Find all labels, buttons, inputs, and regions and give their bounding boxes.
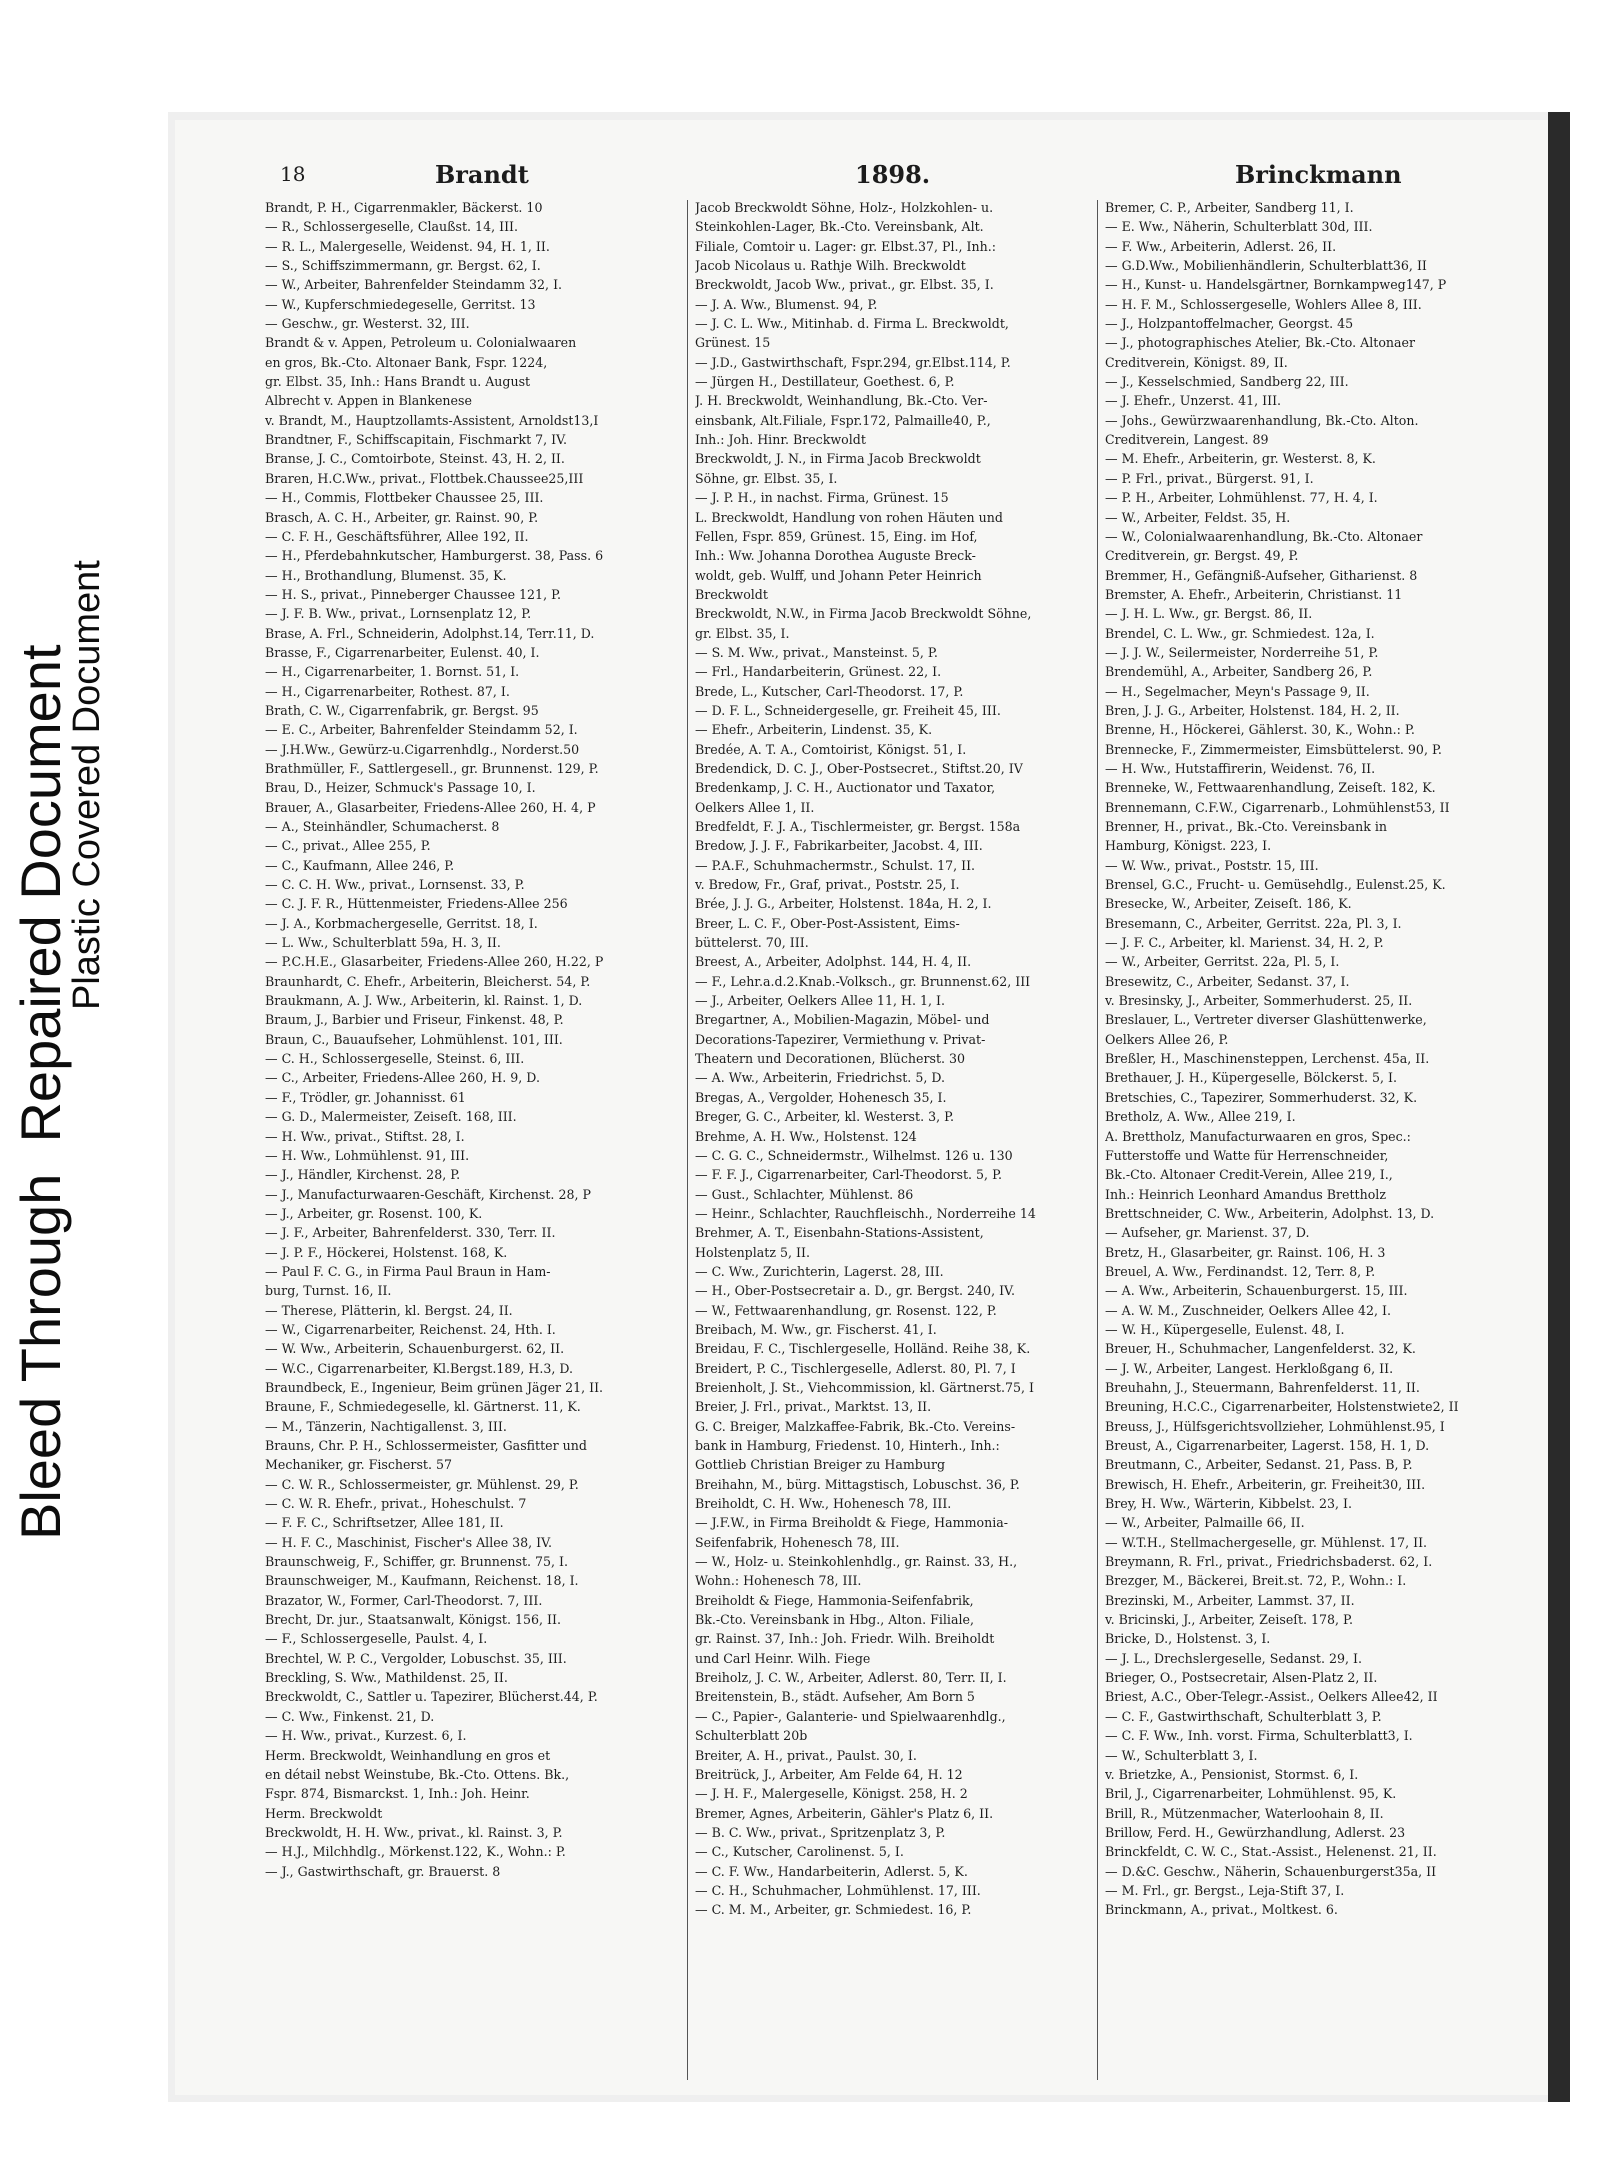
directory-line: Brath, C. W., Cigarrenfabrik, gr. Bergst. 95 bbox=[265, 702, 539, 718]
directory-line: Brinckfeldt, C. W. C., Stat.-Assist., Helenenst. 21, II. bbox=[1105, 1844, 1437, 1860]
directory-line: Brenneke, W., Fettwaarenhandlung, Zeiseſt. 182, K. bbox=[1105, 780, 1436, 796]
directory-line: — J., Arbeiter, gr. Rosenst. 100, K. bbox=[265, 1205, 483, 1221]
directory-line: — A. Ww., Arbeiterin, Schauenburgerst. 15, III. bbox=[1105, 1283, 1408, 1299]
directory-line: A. Brettholz, Manufacturwaaren en gros, Spec.: bbox=[1105, 1128, 1411, 1144]
directory-line: — W., Fettwaarenhandlung, gr. Rosenst. 122, P. bbox=[695, 1302, 997, 1318]
directory-line: — C., Kaufmann, Allee 246, P. bbox=[265, 857, 455, 873]
directory-line: Herm. Breckwoldt bbox=[265, 1805, 383, 1821]
directory-line: Braun, C., Bauaufseher, Lohmühlenst. 101, III. bbox=[265, 1031, 563, 1047]
directory-line: gr. Elbst. 35, Inh.: Hans Brandt u. August bbox=[265, 374, 531, 390]
directory-line: Bk.-Cto. Vereinsbank in Hbg., Alton. Filiale, bbox=[695, 1612, 974, 1628]
directory-line: Brezger, M., Bäckerei, Breit.st. 72, P., Wohn.: I. bbox=[1105, 1573, 1407, 1589]
page-number: 18 bbox=[280, 162, 306, 186]
directory-line: — W., Colonialwaarenhandlung, Bk.-Cto. Altonaer bbox=[1105, 528, 1423, 544]
directory-line: Creditverein, gr. Bergst. 49, P. bbox=[1105, 548, 1299, 564]
directory-line: Breckwoldt, N.W., in Firma Jacob Breckwoldt Söhne, bbox=[695, 606, 1032, 622]
directory-line: — S. M. Ww., privat., Mansteinst. 5, P. bbox=[695, 644, 938, 660]
directory-line: — P. Frl., privat., Bürgerst. 91, I. bbox=[1105, 470, 1314, 486]
directory-line: Bretz, H., Glasarbeiter, gr. Rainst. 106, H. 3 bbox=[1105, 1244, 1386, 1260]
directory-line: Brenner, H., privat., Bk.-Cto. Vereinsbank in bbox=[1105, 819, 1387, 834]
directory-line: — Heinr., Schlachter, Rauchfleischh., Norderreihe 14 bbox=[695, 1205, 1036, 1221]
column-1 bbox=[265, 198, 695, 1881]
directory-line: — E. Ww., Näherin, Schulterblatt 30d, III. bbox=[1105, 219, 1373, 235]
directory-line: — C., Arbeiter, Friedens-Allee 260, H. 9, D. bbox=[265, 1070, 540, 1086]
directory-line: Creditverein, Langest. 89 bbox=[1105, 432, 1269, 448]
directory-line: — C. C. H. Ww., privat., Lornsenst. 33, P. bbox=[265, 877, 525, 893]
directory-line: Bremmer, H., Gefängniß-Aufseher, Githarienst. 8 bbox=[1105, 567, 1418, 583]
directory-line: Breuss, J., Hülfsgerichtsvollzieher, Lohmühlenst.95, I bbox=[1105, 1418, 1445, 1434]
directory-line: — W., Holz- u. Steinkohlenhdlg., gr. Rainst. 33, H., bbox=[695, 1554, 1018, 1570]
directory-line: — C. F. H., Geschäftsführer, Allee 192, II. bbox=[265, 528, 529, 544]
directory-line: woldt, geb. Wulff, und Johann Peter Heinrich bbox=[695, 567, 982, 583]
directory-line: — W., Cigarrenarbeiter, Reichenst. 24, Hth. I. bbox=[265, 1321, 556, 1337]
directory-line: Brill, R., Mützenmacher, Waterloohain 8, II. bbox=[1105, 1805, 1384, 1821]
directory-line: Breidert, P. C., Tischlergeselle, Adlerst. 80, Pl. 7, I bbox=[695, 1360, 1016, 1376]
directory-line: en gros, Bk.-Cto. Altonaer Bank, Fspr. 1224, bbox=[265, 354, 548, 370]
directory-line: — M. Ehefr., Arbeiterin, gr. Westerst. 8, K. bbox=[1105, 451, 1376, 467]
directory-line: — W., Arbeiter, Bahrenfelder Steindamm 32, I. bbox=[265, 277, 563, 293]
directory-line: — H. Ww., Hutstaffirerin, Weidenst. 76, II. bbox=[1105, 760, 1376, 776]
directory-line: Bril, J., Cigarrenarbeiter, Lohmühlenst. 95, K. bbox=[1105, 1786, 1397, 1802]
directory-line: — J. L., Drechslergeselle, Sedanst. 29, I. bbox=[1105, 1650, 1362, 1666]
directory-line: — Jürgen H., Destillateur, Goethest. 6, P. bbox=[695, 374, 955, 390]
directory-line: — Geschw., gr. Westerst. 32, III. bbox=[265, 316, 470, 332]
directory-line: Brée, J. J. G., Arbeiter, Holstenst. 184a, H. 2, I. bbox=[695, 896, 992, 912]
directory-line: — C. Ww., Finkenst. 21, D. bbox=[265, 1708, 435, 1724]
directory-line: Brey, H. Ww., Wärterin, Kibbelst. 23, I. bbox=[1105, 1496, 1353, 1512]
directory-line: burg, Turnst. 16, II. bbox=[265, 1283, 392, 1299]
directory-line: — W., Arbeiter, Palmaille 66, II. bbox=[1105, 1515, 1305, 1531]
directory-line: — J. W., Arbeiter, Langest. Herkloßgang 6, II. bbox=[1105, 1360, 1394, 1376]
directory-line: — J. H. F., Malergeselle, Königst. 258, H. 2 bbox=[695, 1786, 968, 1802]
directory-line: Braum, J., Barbier und Friseur, Finkenst. 48, P. bbox=[265, 1012, 564, 1028]
stamp-plastic-covered: Plastic Covered Document bbox=[66, 560, 108, 1010]
directory-line: Brenne, H., Höckerei, Gählerst. 30, K., Wohn.: P. bbox=[1105, 722, 1415, 738]
directory-line: Breer, L. C. F., Ober-Post-Assistent, Eims- bbox=[695, 915, 960, 931]
directory-line: — P. H., Arbeiter, Lohmühlenst. 77, H. 4, I. bbox=[1105, 490, 1378, 506]
directory-line: — H., Kunst- u. Handelsgärtner, Bornkampweg147, P bbox=[1105, 277, 1447, 293]
directory-line: v. Bricinski, J., Arbeiter, Zeiseſt. 178, P. bbox=[1105, 1612, 1353, 1628]
directory-line: — H., Cigarrenarbeiter, 1. Bornst. 51, I. bbox=[265, 664, 520, 680]
directory-line: — J.F.W., in Firma Breiholdt & Fiege, Hammonia- bbox=[695, 1515, 1008, 1531]
directory-line: Breslauer, L., Vertreter diverser Glashüttenwerke, bbox=[1105, 1012, 1427, 1028]
directory-line: Jacob Breckwoldt Söhne, Holz-, Holzkohlen- u. bbox=[695, 200, 994, 215]
directory-line: — F., Lehr.a.d.2.Knab.-Volksch., gr. Brunnenst.62, III bbox=[695, 973, 1031, 989]
directory-line: — D.&C. Geschw., Näherin, Schauenburgerst35a, II bbox=[1105, 1863, 1437, 1879]
directory-line: — W., Arbeiter, Gerritst. 22a, Pl. 5, I. bbox=[1105, 954, 1340, 970]
directory-line: Braundbeck, E., Ingenieur, Beim grünen Jäger 21, II. bbox=[265, 1379, 604, 1395]
directory-line: — C. J. F. R., Hüttenmeister, Friedens-Allee 256 bbox=[265, 896, 568, 912]
directory-line: Oelkers Allee 26, P. bbox=[1105, 1031, 1229, 1047]
directory-line: Breibach, M. Ww., gr. Fischerst. 41, I. bbox=[695, 1321, 937, 1337]
directory-line: J. H. Breckwoldt, Weinhandlung, Bk.-Cto. Ver- bbox=[695, 393, 988, 409]
directory-line: Brede, L., Kutscher, Carl-Theodorst. 17, P. bbox=[695, 683, 964, 699]
directory-line: Seifenfabrik, Hohenesch 78, III. bbox=[695, 1534, 900, 1550]
directory-line: Braunhardt, C. Ehefr., Arbeiterin, Bleicherst. 54, P. bbox=[265, 973, 591, 989]
directory-line: Bremer, C. P., Arbeiter, Sandberg 11, I. bbox=[1105, 200, 1354, 215]
directory-line: Bredenkamp, J. C. H., Auctionator und Taxator, bbox=[695, 780, 996, 796]
directory-line: — Frl., Handarbeiterin, Grünest. 22, I. bbox=[695, 664, 942, 680]
directory-line: Brillow, Ferd. H., Gewürzhandlung, Adlerst. 23 bbox=[1105, 1824, 1406, 1840]
directory-line: — J., Gastwirthschaft, gr. Brauerst. 8 bbox=[265, 1863, 501, 1879]
directory-line: Brase, A. Frl., Schneiderin, Adolphst.14, Terr.11, D. bbox=[265, 625, 595, 641]
directory-line: Oelkers Allee 1, II. bbox=[695, 799, 815, 815]
directory-line: gr. Elbst. 35, I. bbox=[695, 625, 790, 641]
directory-line: Breiholz, J. C. W., Arbeiter, Adlerst. 80, Terr. II, I. bbox=[695, 1670, 1007, 1686]
directory-line: Breidau, F. C., Tischlergeselle, Holländ. Reihe 38, K. bbox=[695, 1341, 1031, 1357]
directory-line: und Carl Heinr. Wilh. Fiege bbox=[695, 1650, 871, 1666]
directory-line: — J. F. B. Ww., privat., Lornsenplatz 12, P. bbox=[265, 606, 532, 622]
directory-line: — Gust., Schlachter, Mühlenst. 86 bbox=[695, 1186, 914, 1202]
directory-line: Bregartner, A., Mobilien-Magazin, Möbel- und bbox=[695, 1012, 990, 1028]
directory-line: Brathmüller, F., Sattlergesell., gr. Brunnenst. 129, P. bbox=[265, 760, 599, 776]
directory-line: — J. Ehefr., Unzerst. 41, III. bbox=[1105, 393, 1282, 409]
directory-line: Brendel, C. L. Ww., gr. Schmiedest. 12a, I. bbox=[1105, 625, 1375, 641]
running-head-right: Brinckmann bbox=[1235, 160, 1402, 189]
directory-line: — C. M. M., Arbeiter, gr. Schmiedest. 16, P. bbox=[695, 1902, 972, 1918]
directory-line: Fellen, Fspr. 859, Grünest. 15, Eing. im Hof, bbox=[695, 528, 978, 544]
directory-line: en détail nebst Weinstube, Bk.-Cto. Ottens. Bk., bbox=[265, 1766, 570, 1782]
directory-line: — G. D., Malermeister, Zeiseſt. 168, III. bbox=[265, 1109, 517, 1125]
directory-line: — B. C. Ww., privat., Spritzenplatz 3, P. bbox=[695, 1824, 946, 1840]
directory-line: Braune, F., Schmiedegeselle, kl. Gärtnerst. 11, K. bbox=[265, 1399, 581, 1415]
directory-line: — W., Arbeiter, Feldst. 35, H. bbox=[1105, 509, 1291, 525]
directory-line: Breienholt, J. St., Viehcommission, kl. Gärtnerst.75, I bbox=[695, 1379, 1034, 1395]
running-head-left: Brandt bbox=[435, 160, 529, 189]
directory-line: Decorations-Tapezirer, Vermiethung v. Privat- bbox=[695, 1031, 986, 1047]
directory-line: Brasse, F., Cigarrenarbeiter, Eulenst. 40, I. bbox=[265, 644, 540, 660]
directory-line: Braunschweiger, M., Kaufmann, Reichenst. 18, I. bbox=[265, 1573, 579, 1589]
directory-line: Braukmann, A. J. Ww., Arbeiterin, kl. Rainst. 1, D. bbox=[265, 993, 583, 1009]
directory-line: Grünest. 15 bbox=[695, 335, 771, 351]
directory-line: Albrecht v. Appen in Blankenese bbox=[265, 393, 472, 409]
directory-line: — Aufseher, gr. Marienst. 37, D. bbox=[1105, 1225, 1310, 1241]
column-3 bbox=[1105, 198, 1535, 1920]
directory-line: v. Bredow, Fr., Graf, privat., Poststr. 25, I. bbox=[695, 877, 960, 893]
directory-line: — H., Pferdebahnkutscher, Hamburgerst. 38, Pass. 6 bbox=[265, 548, 604, 564]
directory-line: Breest, A., Arbeiter, Adolphst. 144, H. 4, II. bbox=[695, 954, 972, 970]
directory-line: — Paul F. C. G., in Firma Paul Braun in Ham- bbox=[265, 1263, 551, 1279]
directory-line: L. Breckwoldt, Handlung von rohen Häuten und bbox=[695, 509, 1003, 525]
directory-line: Bredfeldt, F. J. A., Tischlermeister, gr. Bergst. 158a bbox=[695, 819, 1021, 834]
directory-line: Breckling, S. Ww., Mathildenst. 25, II. bbox=[265, 1670, 508, 1686]
directory-line: — A., Steinhändler, Schumacherst. 8 bbox=[265, 819, 500, 834]
stamp-bleed-through: Bleed Through bbox=[9, 1173, 72, 1540]
page-year: 1898. bbox=[855, 160, 931, 189]
directory-line: Brau, D., Heizer, Schmuck's Passage 10, I. bbox=[265, 780, 536, 796]
scan-edge bbox=[1548, 112, 1570, 2102]
directory-line: Inh.: Joh. Hinr. Breckwoldt bbox=[695, 432, 866, 448]
directory-line: Braren, H.C.Ww., privat., Flottbek.Chaussee25,III bbox=[265, 470, 584, 486]
directory-line: Breuer, H., Schuhmacher, Langenfelderst. 32, K. bbox=[1105, 1341, 1416, 1357]
directory-line: Brazator, W., Former, Carl-Theodorst. 7, III. bbox=[265, 1592, 543, 1608]
directory-line: Brennemann, C.F.W., Cigarrenarb., Lohmühlenst53, II bbox=[1105, 799, 1450, 815]
directory-line: Breuning, H.C.C., Cigarrenarbeiter, Holstenstwiete2, II bbox=[1105, 1399, 1459, 1415]
directory-line: — J. A. Ww., Blumenst. 94, P. bbox=[695, 296, 878, 312]
directory-line: Jacob Nicolaus u. Rathje Wilh. Breckwoldt bbox=[695, 258, 966, 274]
directory-line: Brehme, A. H. Ww., Holstenst. 124 bbox=[695, 1128, 917, 1144]
directory-line: Holstenplatz 5, II. bbox=[695, 1244, 810, 1260]
directory-line: — R., Schlossergeselle, Claußst. 14, III. bbox=[265, 219, 519, 235]
directory-line: — J. J. W., Seilermeister, Norderreihe 51, P. bbox=[1105, 644, 1379, 660]
directory-line: — H. F. M., Schlossergeselle, Wohlers Allee 8, III. bbox=[1105, 296, 1422, 312]
directory-line: Breuel, A. Ww., Ferdinandst. 12, Terr. 8, P. bbox=[1105, 1263, 1376, 1279]
directory-line: Breiholdt, C. H. Ww., Hohenesch 78, III. bbox=[695, 1496, 952, 1512]
directory-line: Breckwoldt, C., Sattler u. Tapezirer, Blücherst.44, P. bbox=[265, 1689, 598, 1705]
directory-line: Brehmer, A. T., Eisenbahn-Stations-Assistent, bbox=[695, 1225, 984, 1241]
directory-line: Schulterblatt 20b bbox=[695, 1728, 808, 1744]
directory-line: Bresecke, W., Arbeiter, Zeiseſt. 186, K. bbox=[1105, 896, 1352, 912]
directory-line: büttelerst. 70, III. bbox=[695, 935, 809, 951]
directory-line: — W. Ww., Arbeiterin, Schauenburgerst. 62, II. bbox=[265, 1341, 565, 1357]
directory-line: — J. P. F., Höckerei, Holstenst. 168, K. bbox=[265, 1244, 508, 1260]
directory-line: — S., Schiffszimmermann, gr. Bergst. 62, I. bbox=[265, 258, 541, 274]
directory-line: Breiholdt & Fiege, Hammonia-Seifenfabrik, bbox=[695, 1592, 974, 1608]
directory-line: Bregas, A., Vergolder, Hohenesch 35, I. bbox=[695, 1089, 947, 1105]
directory-line: Brecht, Dr. jur., Staatsanwalt, Königst. 156, II. bbox=[265, 1612, 561, 1628]
directory-line: Brandt & v. Appen, Petroleum u. Colonialwaaren bbox=[265, 335, 577, 351]
directory-line: — H. Ww., privat., Kurzest. 6, I. bbox=[265, 1728, 467, 1744]
directory-line: — C. W. R. Ehefr., privat., Hoheschulst. 7 bbox=[265, 1496, 527, 1512]
directory-line: G. C. Breiger, Malzkaffee-Fabrik, Bk.-Cto. Vereins- bbox=[695, 1418, 1016, 1434]
directory-line: — Ehefr., Arbeiterin, Lindenst. 35, K. bbox=[695, 722, 933, 738]
directory-line: — A. W. M., Zuschneider, Oelkers Allee 42, I. bbox=[1105, 1302, 1392, 1318]
directory-line: Brauer, A., Glasarbeiter, Friedens-Allee 260, H. 4, P bbox=[265, 799, 596, 815]
directory-line: Gottlieb Christian Breiger zu Hamburg bbox=[695, 1457, 946, 1473]
directory-line: Filiale, Comtoir u. Lager: gr. Elbst.37, Pl., Inh.: bbox=[695, 238, 996, 254]
directory-line: — J., Arbeiter, Oelkers Allee 11, H. 1, I. bbox=[695, 993, 945, 1009]
directory-line: — H., Segelmacher, Meyn's Passage 9, II. bbox=[1105, 683, 1370, 699]
directory-line: — J. P. H., in nachst. Firma, Grünest. 15 bbox=[695, 490, 949, 506]
directory-line: — C. G. C., Schneidermstr., Wilhelmst. 126 u. 130 bbox=[695, 1147, 1013, 1163]
directory-line: — R. L., Malergeselle, Weidenst. 94, H. 1, II. bbox=[265, 238, 550, 254]
directory-line: — C., privat., Allee 255, P. bbox=[265, 838, 431, 854]
directory-line: — J. H. L. Ww., gr. Bergst. 86, II. bbox=[1105, 606, 1313, 622]
directory-line: v. Bresinsky, J., Arbeiter, Sommerhuderst. 25, II. bbox=[1105, 993, 1413, 1009]
directory-line: Bren, J. J. G., Arbeiter, Holstenst. 184, H. 2, II. bbox=[1105, 702, 1400, 718]
directory-line: — P.C.H.E., Glasarbeiter, Friedens-Allee 260, H.22, P bbox=[265, 954, 604, 970]
directory-line: — H., Cigarrenarbeiter, Rothest. 87, I. bbox=[265, 683, 510, 699]
directory-line: — M. Frl., gr. Bergst., Leja-Stift 37, I. bbox=[1105, 1882, 1345, 1898]
directory-line: Futterstoffe und Watte für Herrenschneider, bbox=[1105, 1147, 1389, 1163]
directory-line: — H.J., Milchhdlg., Mörkenst.122, K., Wohn.: P. bbox=[265, 1844, 566, 1860]
directory-line: — J., Manufacturwaaren-Geschäft, Kirchenst. 28, P bbox=[265, 1186, 591, 1202]
directory-line: — W., Kupferschmiedegeselle, Gerritst. 13 bbox=[265, 296, 536, 312]
directory-line: Breckwoldt, H. H. Ww., privat., kl. Rainst. 3, P. bbox=[265, 1824, 563, 1840]
directory-line: — C. F. Ww., Inh. vorst. Firma, Schulterblatt3, I. bbox=[1105, 1728, 1413, 1744]
directory-line: Bremer, Agnes, Arbeiterin, Gähler's Platz 6, II. bbox=[695, 1805, 994, 1821]
directory-line: — F., Trödler, gr. Johannisst. 61 bbox=[265, 1089, 466, 1105]
directory-line: Branse, J. C., Comtoirbote, Steinst. 43, H. 2, II. bbox=[265, 451, 565, 467]
directory-line: Bk.-Cto. Altonaer Credit-Verein, Allee 219, I., bbox=[1105, 1167, 1393, 1183]
directory-line: — C. W. R., Schlossermeister, gr. Mühlenst. 29, P. bbox=[265, 1476, 579, 1492]
directory-line: gr. Rainst. 37, Inh.: Joh. Friedr. Wilh. Breiholdt bbox=[695, 1631, 995, 1647]
directory-line: — D. F. L., Schneidergeselle, gr. Freiheit 45, III. bbox=[695, 702, 1001, 718]
directory-line: Briest, A.C., Ober-Telegr.-Assist., Oelkers Allee42, II bbox=[1105, 1689, 1438, 1705]
directory-line: — J., Holzpantoffelmacher, Georgst. 45 bbox=[1105, 316, 1354, 332]
directory-line: — J., Händler, Kirchenst. 28, P. bbox=[265, 1167, 461, 1183]
directory-line: — F. F. J., Cigarrenarbeiter, Carl-Theodorst. 5, P. bbox=[695, 1167, 1002, 1183]
directory-line: Inh.: Ww. Johanna Dorothea Auguste Breck- bbox=[695, 548, 976, 564]
directory-line: einsbank, Alt.Filiale, Fspr.172, Palmaille40, P., bbox=[695, 412, 991, 428]
directory-line: — G.D.Ww., Mobilienhändlerin, Schulterblatt36, II bbox=[1105, 258, 1427, 274]
directory-line: Brezinski, M., Arbeiter, Lammst. 37, II. bbox=[1105, 1592, 1355, 1608]
directory-line: Brandt, P. H., Cigarrenmakler, Bäckerst. 10 bbox=[265, 200, 543, 215]
directory-line: — H., Ober-Postsecretair a. D., gr. Bergst. 240, IV. bbox=[695, 1283, 1015, 1299]
directory-line: — M., Tänzerin, Nachtigallenst. 3, III. bbox=[265, 1418, 507, 1434]
directory-line: Hamburg, Königst. 223, I. bbox=[1105, 838, 1272, 854]
directory-line: Brechtel, W. P. C., Vergolder, Lobuschst. 35, III. bbox=[265, 1650, 567, 1666]
directory-line: Bredée, A. T. A., Comtoirist, Königst. 51, I. bbox=[695, 741, 967, 757]
directory-line: — J. A., Korbmachergeselle, Gerritst. 18, I. bbox=[265, 915, 538, 931]
directory-line: Herm. Breckwoldt, Weinhandlung en gros et bbox=[265, 1747, 551, 1763]
directory-line: — W. H., Küpergeselle, Eulenst. 48, I. bbox=[1105, 1321, 1345, 1337]
directory-line: — J. F. C., Arbeiter, kl. Marienst. 34, H. 2, P. bbox=[1105, 935, 1384, 951]
directory-line: — H. Ww., privat., Stiftst. 28, I. bbox=[265, 1128, 465, 1144]
directory-line: v. Brandt, M., Hauptzollamts-Assistent, Arnoldst13,I bbox=[265, 412, 599, 428]
directory-line: — W.T.H., Stellmachergeselle, gr. Mühlenst. 17, II. bbox=[1105, 1534, 1428, 1550]
directory-line: Theatern und Decorationen, Blücherst. 30 bbox=[695, 1051, 966, 1067]
directory-line: Bremster, A. Ehefr., Arbeiterin, Christianst. 11 bbox=[1105, 586, 1403, 602]
directory-line: Breiter, A. H., privat., Paulst. 30, I. bbox=[695, 1747, 917, 1763]
directory-line: — H. Ww., Lohmühlenst. 91, III. bbox=[265, 1147, 470, 1163]
directory-line: Bretschies, C., Tapezirer, Sommerhuderst. 32, K. bbox=[1105, 1089, 1418, 1105]
directory-line: — P.A.F., Schuhmachermstr., Schulst. 17, II. bbox=[695, 857, 976, 873]
directory-line: — J., photographisches Atelier, Bk.-Cto. Altonaer bbox=[1105, 335, 1416, 351]
directory-line: Breutmann, C., Arbeiter, Sedanst. 21, Pass. B, P. bbox=[1105, 1457, 1413, 1473]
directory-line: Wohn.: Hohenesch 78, III. bbox=[695, 1573, 862, 1589]
bleed-repaired-stamp bbox=[8, 644, 73, 1540]
directory-line: Brieger, O., Postsecretair, Alsen-Platz 2, II. bbox=[1105, 1670, 1378, 1686]
column-2 bbox=[695, 198, 1125, 1920]
directory-line: Inh.: Heinrich Leonhard Amandus Brettholz bbox=[1105, 1186, 1386, 1202]
directory-line: Breihahn, M., bürg. Mittagstisch, Lobuschst. 36, P. bbox=[695, 1476, 1020, 1492]
directory-line: — Johs., Gewürzwaarenhandlung, Bk.-Cto. Alton. bbox=[1105, 412, 1419, 428]
directory-line: — J. C. L. Ww., Mitinhab. d. Firma L. Breckwoldt, bbox=[695, 316, 1009, 332]
directory-line: Bretholz, A. Ww., Allee 219, I. bbox=[1105, 1109, 1296, 1125]
directory-line: — F. Ww., Arbeiterin, Adlerst. 26, II. bbox=[1105, 238, 1337, 254]
directory-line: — C., Papier-, Galanterie- und Spielwaarenhdlg., bbox=[695, 1708, 1006, 1724]
directory-line: — J.H.Ww., Gewürz-u.Cigarrenhdlg., Norderst.50 bbox=[265, 741, 580, 757]
directory-line: — J. F., Arbeiter, Bahrenfelderst. 330, Terr. II. bbox=[265, 1225, 556, 1241]
directory-line: Brewisch, H. Ehefr., Arbeiterin, gr. Freiheit30, III. bbox=[1105, 1476, 1426, 1492]
directory-line: — L. Ww., Schulterblatt 59a, H. 3, II. bbox=[265, 935, 501, 951]
directory-line: Breckwoldt, Jacob Ww., privat., gr. Elbst. 35, I. bbox=[695, 277, 994, 293]
directory-line: — E. C., Arbeiter, Bahrenfelder Steindamm 52, I. bbox=[265, 722, 578, 738]
directory-line: — C. F., Gastwirthschaft, Schulterblatt 3, P. bbox=[1105, 1708, 1382, 1724]
directory-line: — F. F. C., Schriftsetzer, Allee 181, II. bbox=[265, 1515, 504, 1531]
directory-line: bank in Hamburg, Friedenst. 10, Hinterh., Inh.: bbox=[695, 1438, 1000, 1453]
directory-line: Breymann, R. Frl., privat., Friedrichsbaderst. 62, I. bbox=[1105, 1554, 1433, 1570]
directory-line: — J.D., Gastwirthschaft, Fspr.294, gr.Elbst.114, P. bbox=[695, 354, 1011, 370]
directory-line: — C. H., Schlossergeselle, Steinst. 6, III. bbox=[265, 1051, 525, 1067]
directory-line: Breitrück, J., Arbeiter, Am Felde 64, H. 12 bbox=[695, 1766, 963, 1782]
directory-line: Brandtner, F., Schiffscapitain, Fischmarkt 7, IV. bbox=[265, 432, 568, 448]
directory-page bbox=[175, 120, 1548, 2095]
directory-line: Breuhahn, J., Steuermann, Bahrenfelderst. 11, II. bbox=[1105, 1379, 1420, 1395]
directory-line: Breckwoldt bbox=[695, 586, 768, 602]
directory-line: Brinckmann, A., privat., Moltkest. 6. bbox=[1105, 1902, 1338, 1918]
directory-line: Brensel, G.C., Frucht- u. Gemüsehdlg., Eulenst.25, K. bbox=[1105, 877, 1446, 893]
directory-line: Bresewitz, C., Arbeiter, Sedanst. 37, I. bbox=[1105, 973, 1350, 989]
directory-line: v. Brietzke, A., Pensionist, Stormst. 6, I. bbox=[1105, 1766, 1359, 1782]
directory-line: Brennecke, F., Zimmermeister, Eimsbüttelerst. 90, P. bbox=[1105, 741, 1442, 757]
directory-line: Braunschweig, F., Schiffer, gr. Brunnenst. 75, I. bbox=[265, 1554, 569, 1570]
directory-line: — W. Ww., privat., Poststr. 15, III. bbox=[1105, 857, 1319, 873]
directory-line: — A. Ww., Arbeiterin, Friedrichst. 5, D. bbox=[695, 1070, 945, 1086]
directory-line: — J., Kesselschmied, Sandberg 22, III. bbox=[1105, 374, 1349, 390]
directory-line: — W., Schulterblatt 3, I. bbox=[1105, 1747, 1258, 1763]
directory-line: Breckwoldt, J. N., in Firma Jacob Breckwoldt bbox=[695, 451, 981, 467]
directory-line: — Therese, Plätterin, kl. Bergst. 24, II. bbox=[265, 1302, 513, 1318]
directory-line: Bredendick, D. C. J., Ober-Postsecret., Stiftst.20, IV bbox=[695, 760, 1023, 776]
directory-line: — C. H., Schuhmacher, Lohmühlenst. 17, III. bbox=[695, 1882, 981, 1898]
directory-line: Breier, J. Frl., privat., Marktst. 13, II. bbox=[695, 1399, 932, 1415]
directory-line: Brasch, A. C. H., Arbeiter, gr. Rainst. 90, P. bbox=[265, 509, 539, 525]
directory-line: Fspr. 874, Bismarckst. 1, Inh.: Joh. Heinr. bbox=[265, 1786, 530, 1802]
directory-line: Brendemühl, A., Arbeiter, Sandberg 26, P. bbox=[1105, 664, 1373, 680]
directory-line: — W.C., Cigarrenarbeiter, Kl.Bergst.189, H.3, D. bbox=[265, 1360, 574, 1376]
directory-line: Bresemann, C., Arbeiter, Gerritst. 22a, Pl. 3, I. bbox=[1105, 915, 1402, 931]
directory-line: Brauns, Chr. P. H., Schlossermeister, Gasfitter und bbox=[265, 1438, 587, 1453]
directory-line: Breßler, H., Maschinensteppen, Lerchenst. 45a, II. bbox=[1105, 1051, 1430, 1067]
directory-line: — C. F. Ww., Handarbeiterin, Adlerst. 5, K. bbox=[695, 1863, 968, 1879]
directory-line: Brethauer, J. H., Küpergeselle, Bölckerst. 5, I. bbox=[1105, 1070, 1397, 1086]
directory-line: — H. F. C., Maschinist, Fischer's Allee 38, IV. bbox=[265, 1534, 553, 1550]
directory-line: Breger, G. C., Arbeiter, kl. Westerst. 3, P. bbox=[695, 1109, 955, 1125]
directory-line: — H., Brothandlung, Blumenst. 35, K. bbox=[265, 567, 507, 583]
directory-line: Steinkohlen-Lager, Bk.-Cto. Vereinsbank, Alt. bbox=[695, 219, 984, 235]
directory-line: — C. Ww., Zurichterin, Lagerst. 28, III. bbox=[695, 1263, 944, 1279]
directory-line: Brettschneider, C. Ww., Arbeiterin, Adolphst. 13, D. bbox=[1105, 1205, 1435, 1221]
directory-line: — H., Commis, Flottbeker Chaussee 25, III. bbox=[265, 490, 544, 506]
directory-line: Bricke, D., Holstenst. 3, I. bbox=[1105, 1631, 1271, 1647]
directory-line: Mechaniker, gr. Fischerst. 57 bbox=[265, 1457, 453, 1473]
directory-line: Söhne, gr. Elbst. 35, I. bbox=[695, 470, 838, 486]
directory-line: — F., Schlossergeselle, Paulst. 4, I. bbox=[265, 1631, 488, 1647]
directory-line: Bredow, J. J. F., Fabrikarbeiter, Jacobst. 4, III. bbox=[695, 838, 983, 854]
directory-line: Breust, A., Cigarrenarbeiter, Lagerst. 158, H. 1, D. bbox=[1105, 1438, 1430, 1453]
directory-line: — C., Kutscher, Carolinenst. 5, I. bbox=[695, 1844, 904, 1860]
directory-line: Breitenstein, B., städt. Aufseher, Am Born 5 bbox=[695, 1689, 975, 1705]
directory-line: Creditverein, Königst. 89, II. bbox=[1105, 354, 1288, 370]
directory-line: — H. S., privat., Pinneberger Chaussee 121, P. bbox=[265, 586, 561, 602]
stamp-repaired: Repaired Document bbox=[9, 644, 72, 1143]
